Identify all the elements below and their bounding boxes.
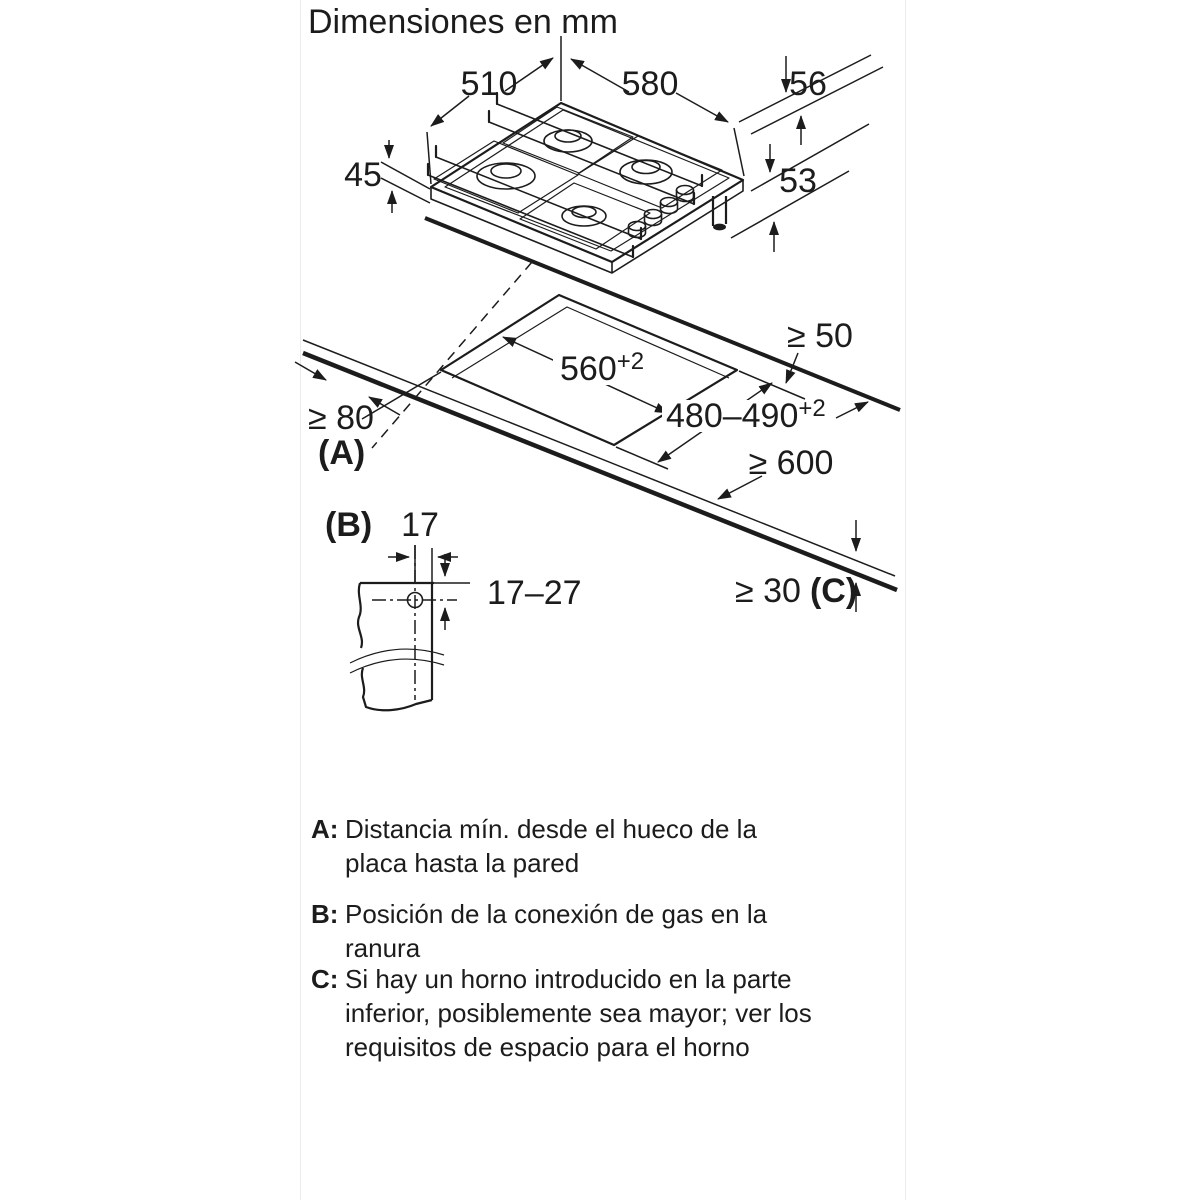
legend-text: inferior, posiblemente sea mayor; ver los — [345, 998, 812, 1028]
dim-label-56: 56 — [789, 65, 827, 103]
legend-item-a — [311, 812, 757, 880]
dim-560 — [503, 337, 668, 413]
page-title: Dimensiones en mm — [308, 3, 618, 41]
dim-56 — [739, 55, 883, 145]
dim-label-53: 53 — [779, 162, 817, 200]
legend-key-b: B: — [311, 899, 339, 929]
dim-45 — [344, 140, 430, 213]
dim-560-value: 560 — [560, 350, 617, 388]
dim-50 — [786, 317, 853, 383]
legend-text: placa hasta la pared — [345, 848, 580, 878]
legend-key-a: A: — [311, 814, 339, 844]
dim-480-490-tolerance: +2 — [798, 395, 826, 422]
burner-frame-right — [578, 136, 722, 208]
ref-label-b: (B) — [325, 506, 373, 544]
dim-label-17: 17 — [401, 506, 439, 544]
legend-text: ranura — [345, 933, 421, 963]
legend-text: requisitos de espacio para el horno — [345, 1032, 750, 1062]
ref-label-a: (A) — [318, 434, 366, 472]
legend-key-c: C: — [311, 964, 339, 994]
burner-back — [544, 130, 592, 152]
legend-text: Si hay un horno introducido en la parte — [345, 964, 792, 994]
ref-label-c: (C) — [809, 572, 858, 610]
legend-text: Distancia mín. desde el hueco de la — [345, 814, 757, 844]
burner-frame-left — [434, 141, 578, 213]
dim-480-490-value: 480–490 — [666, 397, 799, 435]
legend-text: Posición de la conexión de gas en la — [345, 899, 768, 929]
dim-17-27 — [445, 554, 582, 630]
dim-label-50: ≥ 50 — [787, 317, 853, 355]
dim-53 — [731, 124, 869, 252]
control-knobs — [629, 186, 694, 238]
burner-frame-back — [503, 107, 633, 173]
dim-label-80: ≥ 80 — [308, 399, 374, 437]
dim-label-30 — [735, 572, 857, 610]
legend-item-c — [311, 962, 812, 1064]
dim-560-tolerance: +2 — [616, 348, 645, 375]
projection-dashed-line — [372, 262, 532, 448]
dim-17 — [388, 506, 458, 583]
break-line — [350, 659, 444, 673]
dim-label-510: 510 — [460, 65, 518, 103]
hob-foot — [713, 196, 726, 230]
gas-connection-detail — [325, 506, 582, 710]
dim-30-value: ≥ 30 — [735, 572, 801, 610]
dim-label-17-27: 17–27 — [487, 574, 582, 612]
cabinet-panel-section — [350, 583, 470, 710]
legend-item-b — [311, 897, 767, 965]
dim-label-580: 580 — [621, 65, 679, 103]
dim-label-45: 45 — [344, 156, 382, 194]
dim-label-600: ≥ 600 — [748, 444, 834, 482]
worktop-back-edge — [425, 218, 900, 410]
